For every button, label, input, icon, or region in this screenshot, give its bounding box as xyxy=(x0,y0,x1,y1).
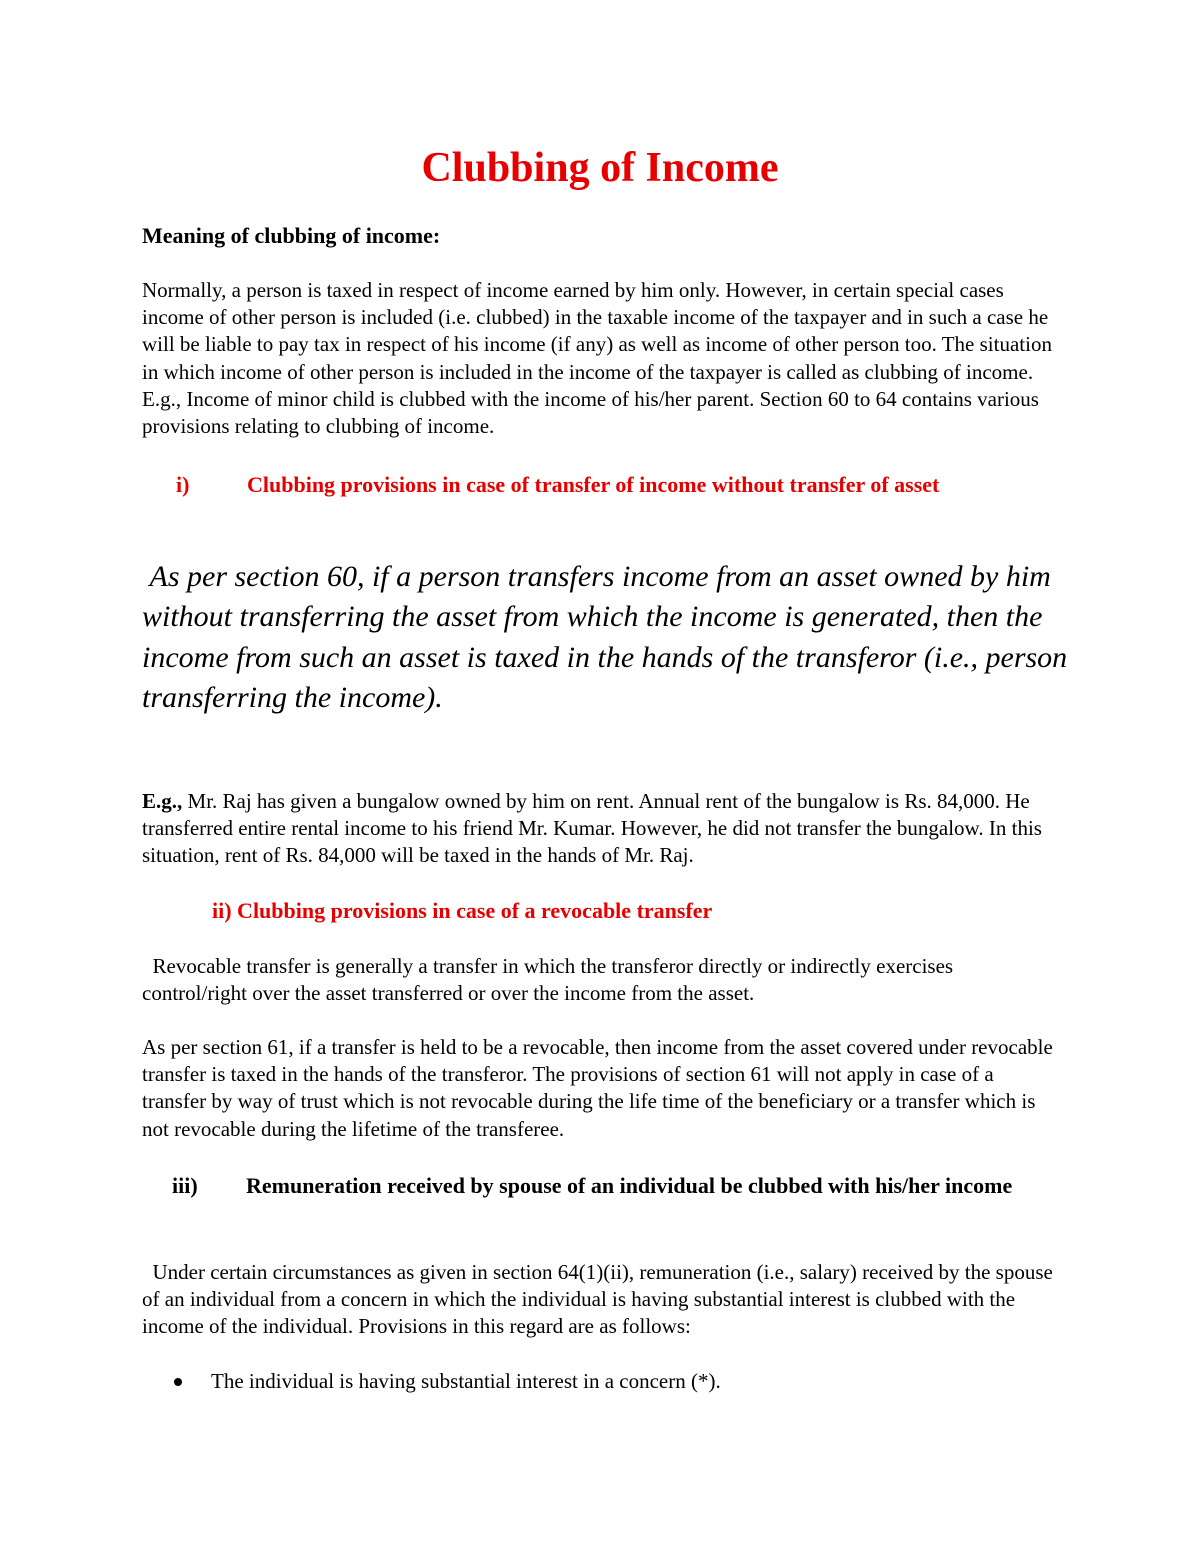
section-1-title: Clubbing provisions in case of transfer of income without transfer of asset xyxy=(247,472,940,497)
section-64-paragraph xyxy=(142,1259,1062,1341)
page-title: Clubbing of Income xyxy=(421,145,779,191)
section-3-heading xyxy=(172,1171,1072,1231)
revocable-definition xyxy=(142,953,1062,1007)
list-item: The individual is having substantial interest in a concern (*). xyxy=(211,1369,721,1393)
bullet-icon xyxy=(174,1378,182,1386)
revocable-definition-text: Revocable transfer is generally a transfer in which the transferor directly or indirectly exercises control/right over the asset transferred or over the income from the asset. xyxy=(142,954,954,1006)
section-1-number: i) xyxy=(176,472,190,497)
meaning-heading: Meaning of clubbing of income: xyxy=(142,223,441,248)
section-3-number: iii) xyxy=(172,1173,198,1198)
meaning-paragraph: Normally, a person is taxed in respect of income earned by him only. However, in certain special cases income of other person is included (i.e. clubbed) in the taxable income of the taxpayer and in such a case he will be liable to pay tax in respect of his income (if any) as well as income of other person too. The situation in which income of other person is included in the income of the taxpayer is called as clubbing of income. E.g., Income of minor child is clubbed with the income of his/her parent. Section 60 to 64 contains various provisions relating to clubbing of income. xyxy=(142,278,1052,439)
section-2-heading: ii) Clubbing provisions in case of a revocable transfer xyxy=(212,898,713,923)
section-60-quote xyxy=(142,557,1082,719)
section-3-title: Remuneration received by spouse of an individual be clubbed with his/her income xyxy=(246,1173,1013,1198)
example-text: Mr. Raj has given a bungalow owned by him on rent. Annual rent of the bungalow is Rs. 84,000. He transferred entire rental income to his friend Mr. Kumar. However, he did not transfer the bungalow. In this situation, rent of Rs. 84,000 will be taxed in the hands of Mr. Raj. xyxy=(142,789,1042,868)
example-label: E.g., xyxy=(142,789,183,813)
section-64-paragraph-text: Under certain circumstances as given in section 64(1)(ii), remuneration (i.e., salary) received by the spouse of an individual from a concern in which the individual is having substantial interest is clubbed with the income of the individual. Provisions in this regard are as follows: xyxy=(142,1260,1053,1339)
section-61-paragraph: As per section 61, if a transfer is held to be a revocable, then income from the asset covered under revocable transfer is taxed in the hands of the transferor. The provisions of section 61 will not apply in case of a transfer by way of trust which is not revocable during the life time of the beneficiary or a transfer which is not revocable during the lifetime of the transferee. xyxy=(142,1035,1053,1141)
section-1-heading xyxy=(176,470,1091,530)
section-60-quote-text: As per section 60, if a person transfers income from an asset owned by him without transferring the asset from which the income is generated, then the income from such an asset is taxed in the hands of the transferor (i.e., person transferring the income). xyxy=(142,560,1068,715)
example-paragraph xyxy=(142,788,1062,870)
